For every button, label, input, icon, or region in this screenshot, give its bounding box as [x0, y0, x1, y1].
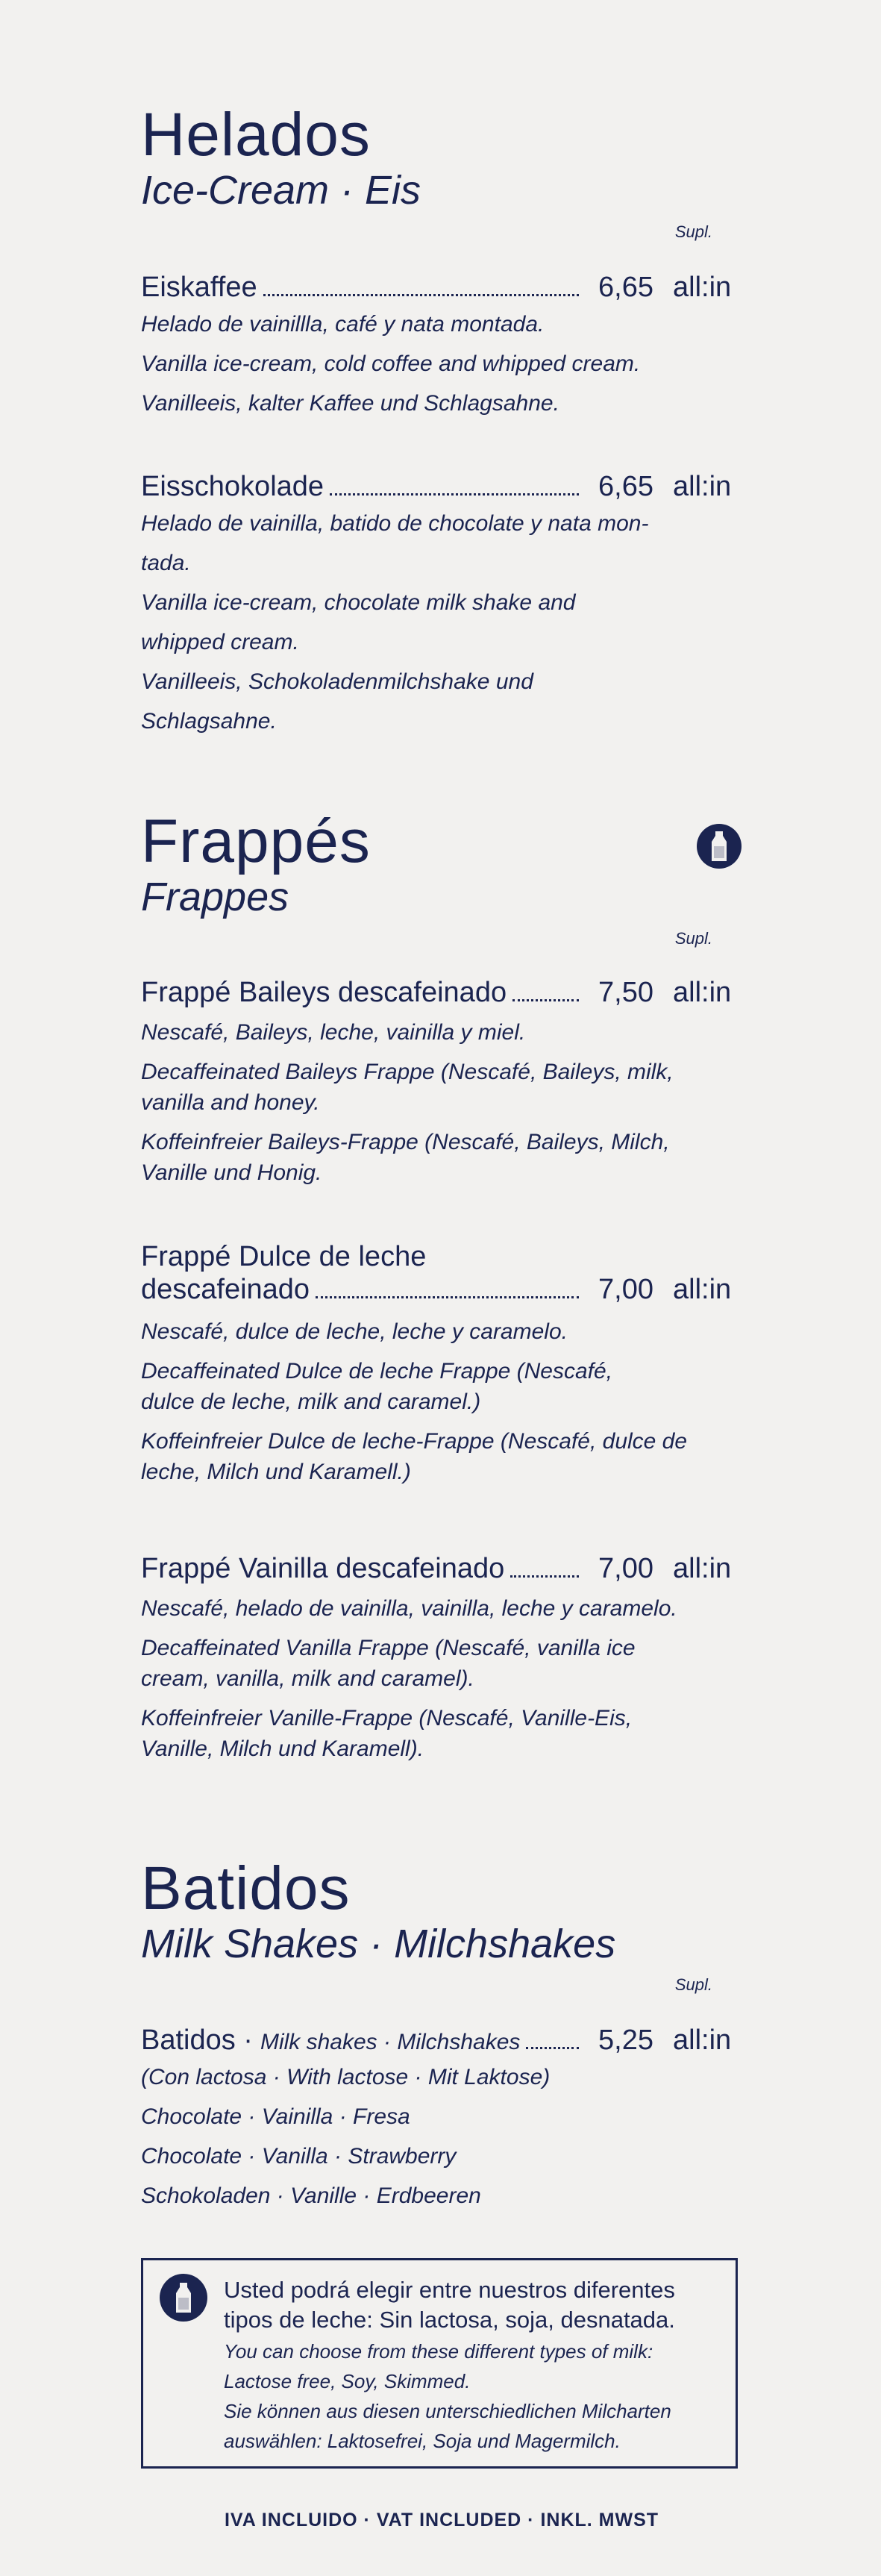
- item-desc-es: Helado de vainillla, café y nata montada.: [141, 311, 545, 337]
- item-name: Batidos ·: [141, 2025, 253, 2056]
- item-desc-es: Nescafé, helado de vainilla, vainilla, leche y caramelo.: [141, 1595, 677, 1621]
- section-title: Helados: [141, 101, 371, 169]
- item-desc-en: Decaffeinated Dulce de leche Frappe (Nescafé,: [141, 1359, 613, 1384]
- note-text-es: Usted podrá elegir entre nuestros diferentes tipos de leche: Sin lactosa, soja, desnatada.: [224, 2277, 675, 2333]
- item-price: 7,50: [598, 977, 653, 1008]
- section-batidos: [141, 1854, 742, 1966]
- item-desc-en: Decaffeinated Vanilla Frappe (Nescafé, vanilla ice: [141, 1635, 636, 1660]
- dot-leader: [510, 1575, 579, 1578]
- item-price: 6,65: [598, 471, 653, 502]
- all-in-label: all:in: [673, 272, 732, 303]
- item-desc-de: Vanille und Honig.: [141, 1160, 322, 1185]
- item-desc-line: Vanilleeis, Schokoladenmilchshake und: [141, 669, 533, 694]
- all-in-label: all:in: [673, 2025, 732, 2056]
- note-text-en: You can choose from these different types of milk: Lactose free, Soy, Skimmed.: [224, 2340, 653, 2392]
- item-desc-de: Koffeinfreier Dulce de leche-Frappe (Nescafé, dulce de: [141, 1429, 688, 1454]
- item-desc-en: Vanilla ice-cream, cold coffee and whipped cream.: [141, 351, 641, 376]
- supl-label: Supl.: [674, 1975, 712, 1994]
- item-desc-line: Vanilla ice-cream, chocolate milk shake and: [141, 590, 576, 615]
- item-price: 7,00: [598, 1553, 653, 1584]
- item-name-line1: Frappé Dulce de leche: [141, 1241, 427, 1272]
- item-desc-de: Koffeinfreier Vanille-Frappe (Nescafé, Vanille-Eis,: [141, 1705, 633, 1731]
- note-text-de: Sie können aus diesen unterschiedlichen Milcharten auswählen: Laktosefrei, Soja und Magermilch.: [224, 2400, 671, 2452]
- milk-bottle-icon: [160, 2274, 207, 2322]
- menu-item-batidos: [141, 2025, 742, 2216]
- section-subtitle: Ice-Cream · Eis: [141, 168, 421, 213]
- section-subtitle: Frappes: [141, 875, 289, 919]
- item-desc-en: dulce de leche, milk and caramel.): [141, 1389, 481, 1415]
- item-desc-de: leche, Milch und Karamell.): [141, 1460, 411, 1485]
- dot-leader: [512, 999, 579, 1001]
- dot-leader: [263, 294, 579, 296]
- item-price: 5,25: [598, 2025, 653, 2056]
- menu-item-eiskaffee: [141, 272, 742, 423]
- item-desc-line: Chocolate · Vanilla · Strawberry: [141, 2143, 457, 2169]
- item-desc-en: Decaffeinated Baileys Frappe (Nescafé, Baileys, milk,: [141, 1059, 674, 1084]
- item-name-translation: Milk shakes · Milchshakes: [260, 2030, 521, 2054]
- item-desc-line: (Con lactosa · With lactose · Mit Laktose): [141, 2064, 551, 2089]
- item-name: Frappé Baileys descafeinado: [141, 977, 507, 1008]
- menu-item-frappe-dulce-de-leche: [141, 1241, 742, 1496]
- item-name: Eisschokolade: [141, 471, 325, 502]
- item-price: 6,65: [598, 272, 653, 303]
- milk-bottle-icon: [697, 824, 742, 869]
- supl-label: Supl.: [674, 222, 712, 241]
- item-name: descafeinado: [141, 1273, 310, 1305]
- item-name: Eiskaffee: [141, 272, 257, 303]
- dot-leader: [526, 2047, 579, 2049]
- item-desc-line: whipped cream.: [141, 629, 299, 654]
- item-price: 7,00: [598, 1273, 653, 1305]
- menu-item-frappe-baileys: [141, 977, 742, 1197]
- item-desc-line: Schokoladen · Vanille · Erdbeeren: [141, 2183, 481, 2208]
- all-in-label: all:in: [673, 471, 732, 502]
- item-desc-line: Schlagsahne.: [141, 708, 277, 734]
- vat-footer: IVA INCLUIDO · VAT INCLUDED · INKL. MWST: [224, 2510, 659, 2530]
- menu-item-eisschokolade: [141, 471, 742, 741]
- item-desc-en: cream, vanilla, milk and caramel).: [141, 1666, 474, 1691]
- section-title: Batidos: [141, 1854, 351, 1922]
- dot-leader: [330, 493, 579, 495]
- supl-label: Supl.: [674, 929, 712, 948]
- item-desc-de: Koffeinfreier Baileys-Frappe (Nescafé, Baileys, Milch,: [141, 1129, 670, 1154]
- item-desc-es: Nescafé, Baileys, leche, vainilla y miel.: [141, 1019, 526, 1045]
- menu-item-frappe-vainilla: [141, 1553, 742, 1773]
- note-text-translations: [224, 2336, 721, 2456]
- item-desc-de: Vanilleeis, kalter Kaffee und Schlagsahne.: [141, 390, 559, 416]
- item-desc-es: Nescafé, dulce de leche, leche y caramelo.: [141, 1319, 568, 1345]
- section-frappes: [141, 807, 742, 919]
- item-desc-line: Chocolate · Vainilla · Fresa: [141, 2104, 410, 2129]
- dot-leader: [316, 1296, 579, 1298]
- section-subtitle: Milk Shakes · Milchshakes: [141, 1922, 616, 1966]
- all-in-label: all:in: [673, 1273, 732, 1305]
- item-name: Frappé Vainilla descafeinado: [141, 1553, 505, 1584]
- all-in-label: all:in: [673, 1553, 732, 1584]
- item-desc-line: tada.: [141, 550, 191, 575]
- item-desc-en: vanilla and honey.: [141, 1090, 320, 1115]
- all-in-label: all:in: [673, 977, 732, 1008]
- item-desc-de: Vanille, Milch und Karamell).: [141, 1736, 424, 1761]
- section-helados: [141, 101, 742, 213]
- section-title: Frappés: [141, 807, 371, 875]
- milk-options-note: [141, 2258, 738, 2469]
- item-desc-line: Helado de vainilla, batido de chocolate y nata mon-: [141, 510, 649, 536]
